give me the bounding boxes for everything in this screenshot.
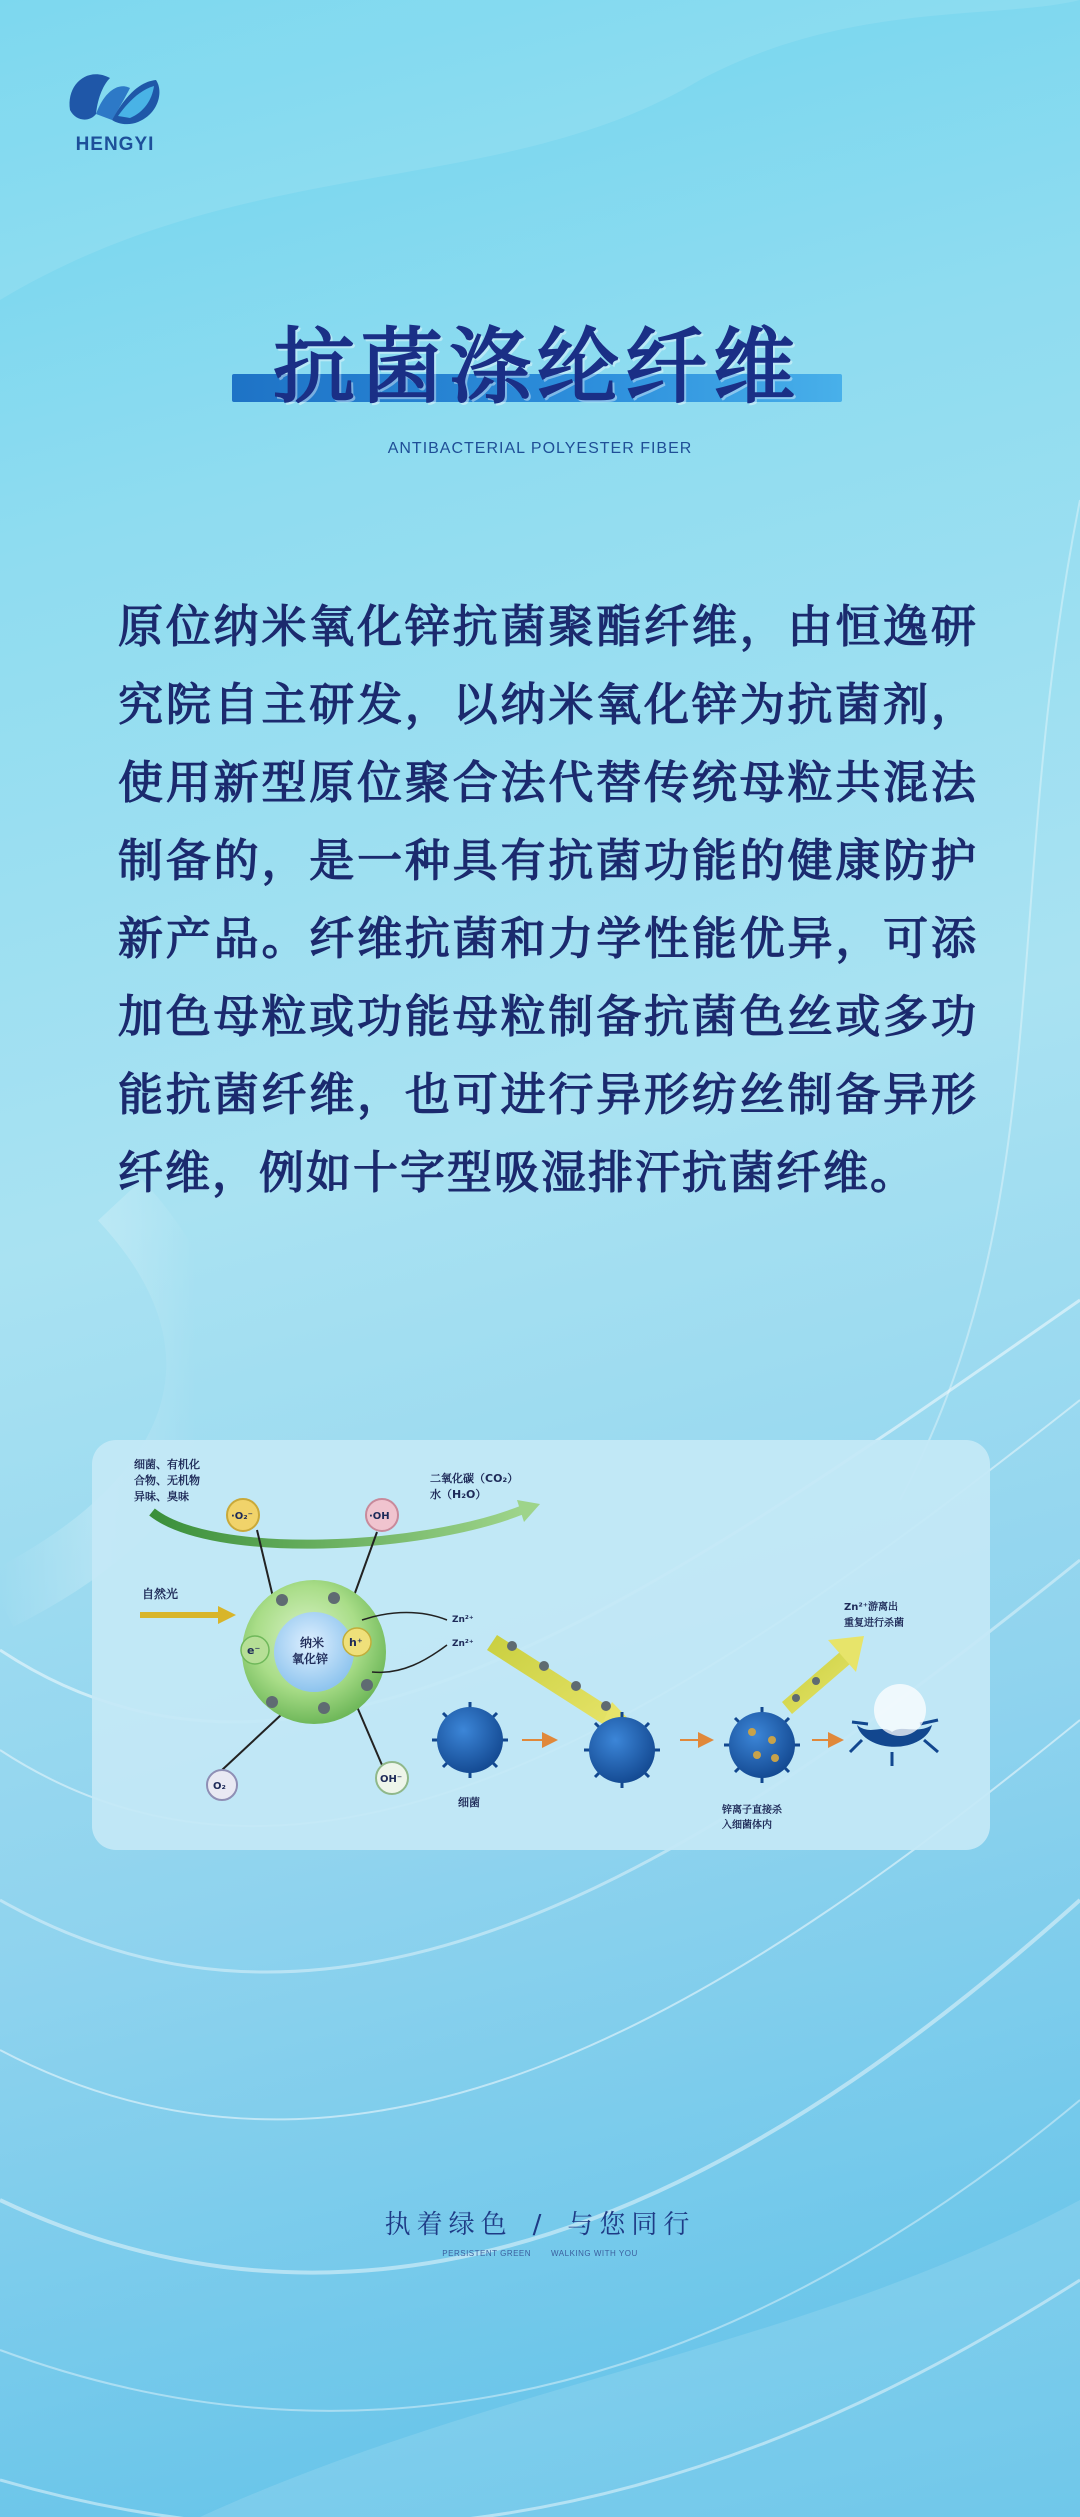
zinc-kill-label: 入细菌体内 bbox=[722, 1820, 772, 1831]
zinc-ion-beam bbox=[487, 1635, 622, 1730]
page-title: 抗菌涤纶纤维 bbox=[272, 320, 801, 415]
description-paragraph: 原位纳米氧化锌抗菌聚酯纤维，由恒逸研究院自主研发，以纳米氧化锌为抗菌剂，使用新型原位聚合法代替传统母粒共混法制备的，是一种具有抗菌功能的健康防护新产品。纤维抗菌和力学性能优异，可添加色母粒或功能母粒制备抗菌色丝或多功能抗菌纤维，也可进行异形纺丝制备异形纤维，例如十字型吸湿排汗抗菌纤维。 bbox=[118, 600, 978, 1199]
logo-text: HENGYI bbox=[75, 134, 155, 155]
slogan-english-right: WALKING WITH YOU bbox=[551, 2249, 638, 2258]
hydroxyl-radical-label: ·OH bbox=[369, 1511, 390, 1522]
title-block bbox=[232, 318, 842, 428]
footer-slogan bbox=[0, 2204, 1080, 2241]
slogan-english-left: PERSISTENT GREEN bbox=[442, 2249, 532, 2258]
zinc-ion-label: Zn²⁺ bbox=[452, 1639, 474, 1649]
pollutants-label: 细菌、有机化 bbox=[134, 1458, 200, 1471]
oxygen-label: O₂ bbox=[213, 1781, 226, 1792]
bacterium-intact bbox=[432, 1702, 508, 1778]
slogan-left: 执着绿色 bbox=[384, 2210, 513, 2240]
bacterium-destroyed bbox=[850, 1684, 938, 1766]
zinc-release-label: 重复进行杀菌 bbox=[844, 1618, 904, 1629]
natural-light-label: 自然光 bbox=[142, 1587, 179, 1601]
products-label: 二氧化碳（CO₂） bbox=[430, 1472, 519, 1485]
page-subtitle: ANTIBACTERIAL POLYESTER FIBER bbox=[387, 440, 693, 457]
core-label: 氧化锌 bbox=[292, 1652, 329, 1666]
bacterium-attacked bbox=[584, 1712, 660, 1788]
zinc-kill-label: 锌离子直接杀 bbox=[722, 1805, 782, 1816]
footer-slogan-english bbox=[0, 2249, 1080, 2258]
hydroxide-label: OH⁻ bbox=[380, 1774, 403, 1785]
hengyi-logo-icon bbox=[60, 62, 170, 132]
zinc-ion-label: Zn²⁺ bbox=[452, 1615, 474, 1625]
hole-label: h⁺ bbox=[349, 1636, 363, 1649]
pollutants-label: 异味、臭味 bbox=[134, 1490, 189, 1503]
pollutants-label: 合物、无机物 bbox=[134, 1474, 200, 1487]
bacterium-infiltrated bbox=[724, 1707, 800, 1783]
zinc-release-label: Zn²⁺游离出 bbox=[844, 1602, 899, 1613]
antibacterial-mechanism-diagram bbox=[92, 1440, 990, 1850]
superoxide-label: ·O₂⁻ bbox=[231, 1511, 253, 1522]
products-label: 水（H₂O） bbox=[430, 1488, 487, 1501]
electron-label: e⁻ bbox=[247, 1644, 261, 1657]
core-label: 纳米 bbox=[300, 1636, 325, 1650]
bacteria-label: 细菌 bbox=[458, 1796, 480, 1809]
slogan-right: 与您同行 bbox=[567, 2210, 696, 2240]
reaction-arc bbox=[152, 1510, 522, 1544]
slogan-separator: / bbox=[532, 2210, 548, 2240]
company-logo bbox=[60, 62, 170, 162]
